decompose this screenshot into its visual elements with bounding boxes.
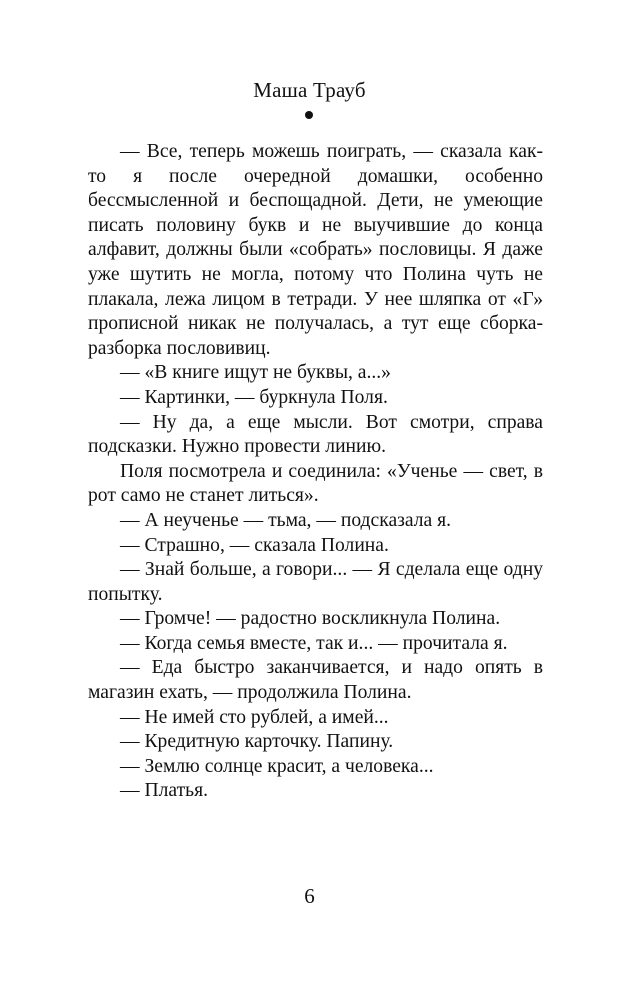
- paragraph: — «В книге ищут не буквы, а...»: [120, 362, 391, 384]
- paragraph: — Картинки, — буркнула Поля.: [120, 386, 388, 408]
- paragraph: — А неученье — тьма, — подсказала я.: [120, 509, 452, 531]
- page-number: 6: [304, 884, 315, 908]
- paragraph: — Кредитную карточку. Папину.: [120, 731, 394, 753]
- paragraph: — Платья.: [120, 780, 209, 802]
- header-bullet-ornament: [305, 111, 313, 119]
- paragraph: — Громче! — радостно воскликнула Полина.: [120, 608, 501, 630]
- running-head-author: Маша Трауб: [253, 78, 366, 102]
- paragraph: — Не имей сто рублей, а имей...: [120, 706, 389, 728]
- paragraph: — Когда семья вместе, так и... — прочитала я.: [120, 632, 508, 654]
- paragraph: Поля посмотрела и соединила: «Ученье — свет, в рот само не станет литься».: [88, 460, 543, 507]
- paragraph: — Все, теперь можешь поиграть, — сказала как-то я после очередной домашки, особенно бессмысленной и беспощадной. Дети, не умеющие писать половину букв и не выучившие до конца алфавит, должны были «собрать» пословицы. Я даже уже шутить не могла, потому что Полина чуть не плакала, лежа лицом в тетради. У нее шляпка от «Г» прописной никак не получалась, а тут еще сборка-разборка пословивиц.: [88, 141, 543, 359]
- paragraph: — Землю солнце красит, а человека...: [120, 755, 434, 777]
- paragraph: — Знай больше, а говори... — Я сделала еще одну попытку.: [88, 559, 543, 605]
- body-text: [88, 140, 543, 804]
- paragraph: — Страшно, — сказала Полина.: [120, 534, 389, 556]
- paragraph: — Ну да, а еще мысли. Вот смотри, справа подсказки. Нужно провести линию.: [88, 411, 543, 458]
- paragraph: — Еда быстро заканчивается, и надо опять в магазин ехать, — продолжила Полина.: [88, 657, 543, 704]
